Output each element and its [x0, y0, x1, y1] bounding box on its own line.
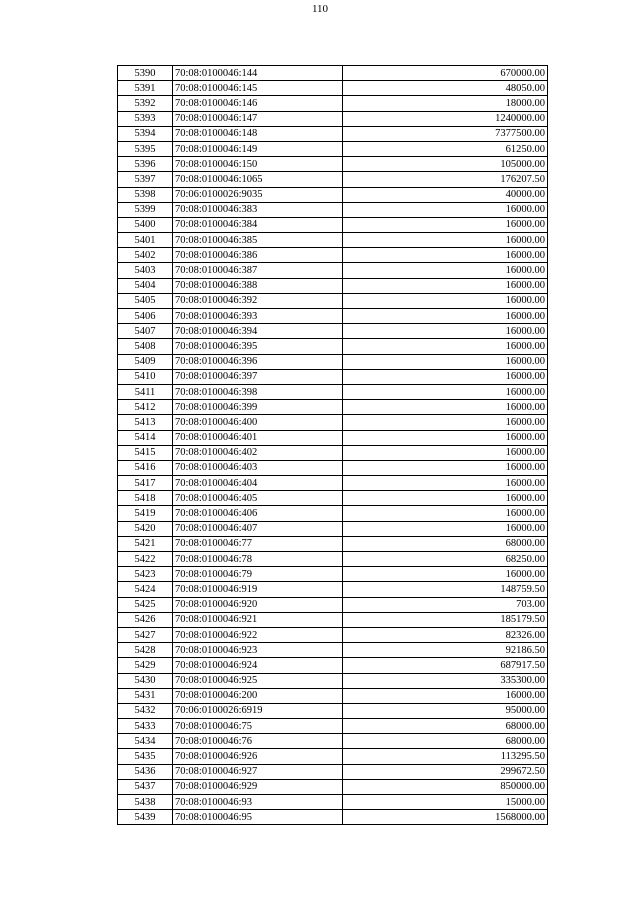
cadastral-number-cell: 70:08:0100046:392: [173, 293, 343, 308]
cadastral-number-cell: 70:08:0100046:399: [173, 400, 343, 415]
row-number-cell: 5394: [118, 126, 173, 141]
row-number-cell: 5429: [118, 658, 173, 673]
row-number-cell: 5431: [118, 688, 173, 703]
table-row: [118, 187, 548, 202]
row-number-cell: 5415: [118, 445, 173, 460]
row-number-cell: 5402: [118, 248, 173, 263]
row-number-cell: 5421: [118, 536, 173, 551]
table-row: [118, 233, 548, 248]
cadastral-number-cell: 70:08:0100046:384: [173, 217, 343, 232]
row-number-cell: 5396: [118, 157, 173, 172]
table-row: [118, 172, 548, 187]
value-cell: 148759.50: [343, 582, 548, 597]
table-row: [118, 734, 548, 749]
value-cell: 16000.00: [343, 506, 548, 521]
table-row: [118, 126, 548, 141]
row-number-cell: 5432: [118, 703, 173, 718]
cadastral-number-cell: 70:08:0100046:407: [173, 521, 343, 536]
value-cell: 16000.00: [343, 217, 548, 232]
value-cell: 16000.00: [343, 491, 548, 506]
table-row: [118, 491, 548, 506]
table-row: [118, 369, 548, 384]
value-cell: 16000.00: [343, 354, 548, 369]
table-row: [118, 567, 548, 582]
table-row: [118, 536, 548, 551]
row-number-cell: 5390: [118, 66, 173, 81]
table-row: [118, 521, 548, 536]
table-row: [118, 506, 548, 521]
row-number-cell: 5427: [118, 627, 173, 642]
table-row: [118, 354, 548, 369]
row-number-cell: 5391: [118, 81, 173, 96]
value-cell: 176207.50: [343, 172, 548, 187]
row-number-cell: 5395: [118, 141, 173, 156]
cadastral-number-cell: 70:08:0100046:920: [173, 597, 343, 612]
cadastral-number-cell: 70:08:0100046:149: [173, 141, 343, 156]
table-row: [118, 810, 548, 825]
row-number-cell: 5418: [118, 491, 173, 506]
row-number-cell: 5419: [118, 506, 173, 521]
cadastral-number-cell: 70:08:0100046:79: [173, 567, 343, 582]
value-cell: 16000.00: [343, 369, 548, 384]
cadastral-number-cell: 70:08:0100046:921: [173, 612, 343, 627]
cadastral-number-cell: 70:08:0100046:95: [173, 810, 343, 825]
row-number-cell: 5401: [118, 233, 173, 248]
table-row: [118, 141, 548, 156]
value-cell: 16000.00: [343, 460, 548, 475]
table-row: [118, 111, 548, 126]
value-cell: 68000.00: [343, 536, 548, 551]
row-number-cell: 5425: [118, 597, 173, 612]
row-number-cell: 5434: [118, 734, 173, 749]
row-number-cell: 5413: [118, 415, 173, 430]
table-row: [118, 339, 548, 354]
table-row: [118, 627, 548, 642]
cadastral-value-table: [117, 65, 548, 825]
cadastral-number-cell: 70:08:0100046:403: [173, 460, 343, 475]
cadastral-number-cell: 70:08:0100046:148: [173, 126, 343, 141]
cadastral-number-cell: 70:08:0100046:78: [173, 552, 343, 567]
value-cell: 48050.00: [343, 81, 548, 96]
row-number-cell: 5422: [118, 552, 173, 567]
table-row: [118, 476, 548, 491]
row-number-cell: 5438: [118, 795, 173, 810]
value-cell: 16000.00: [343, 521, 548, 536]
table-body: [118, 66, 548, 825]
value-cell: 687917.50: [343, 658, 548, 673]
row-number-cell: 5406: [118, 309, 173, 324]
row-number-cell: 5398: [118, 187, 173, 202]
cadastral-number-cell: 70:08:0100046:401: [173, 430, 343, 445]
row-number-cell: 5416: [118, 460, 173, 475]
value-cell: 185179.50: [343, 612, 548, 627]
row-number-cell: 5426: [118, 612, 173, 627]
table-row: [118, 66, 548, 81]
table-row: [118, 445, 548, 460]
table-row: [118, 688, 548, 703]
value-cell: 16000.00: [343, 324, 548, 339]
value-cell: 16000.00: [343, 248, 548, 263]
cadastral-number-cell: 70:08:0100046:200: [173, 688, 343, 703]
table-row: [118, 81, 548, 96]
value-cell: 1240000.00: [343, 111, 548, 126]
value-cell: 95000.00: [343, 703, 548, 718]
value-cell: 16000.00: [343, 202, 548, 217]
row-number-cell: 5397: [118, 172, 173, 187]
cadastral-number-cell: 70:06:0100026:6919: [173, 703, 343, 718]
cadastral-number-cell: 70:08:0100046:397: [173, 369, 343, 384]
table-row: [118, 460, 548, 475]
cadastral-number-cell: 70:08:0100046:922: [173, 627, 343, 642]
table-row: [118, 217, 548, 232]
value-cell: 1568000.00: [343, 810, 548, 825]
cadastral-number-cell: 70:08:0100046:396: [173, 354, 343, 369]
table-row: [118, 263, 548, 278]
table-row: [118, 552, 548, 567]
table-row: [118, 430, 548, 445]
table-row: [118, 779, 548, 794]
table-row: [118, 643, 548, 658]
value-cell: 16000.00: [343, 233, 548, 248]
table-row: [118, 278, 548, 293]
cadastral-number-cell: 70:08:0100046:927: [173, 764, 343, 779]
cadastral-number-cell: 70:08:0100046:925: [173, 673, 343, 688]
row-number-cell: 5399: [118, 202, 173, 217]
row-number-cell: 5392: [118, 96, 173, 111]
cadastral-number-cell: 70:08:0100046:395: [173, 339, 343, 354]
table-row: [118, 96, 548, 111]
table-row: [118, 248, 548, 263]
table-row: [118, 293, 548, 308]
value-cell: 92186.50: [343, 643, 548, 658]
cadastral-number-cell: 70:08:0100046:145: [173, 81, 343, 96]
row-number-cell: 5407: [118, 324, 173, 339]
table-row: [118, 309, 548, 324]
row-number-cell: 5433: [118, 719, 173, 734]
value-cell: 68000.00: [343, 719, 548, 734]
row-number-cell: 5404: [118, 278, 173, 293]
value-cell: 82326.00: [343, 627, 548, 642]
table-row: [118, 719, 548, 734]
value-cell: 16000.00: [343, 278, 548, 293]
table-row: [118, 749, 548, 764]
table-row: [118, 384, 548, 399]
cadastral-number-cell: 70:08:0100046:402: [173, 445, 343, 460]
cadastral-number-cell: 70:08:0100046:75: [173, 719, 343, 734]
row-number-cell: 5409: [118, 354, 173, 369]
value-cell: 68000.00: [343, 734, 548, 749]
cadastral-number-cell: 70:08:0100046:1065: [173, 172, 343, 187]
value-cell: 299672.50: [343, 764, 548, 779]
table-row: [118, 582, 548, 597]
row-number-cell: 5393: [118, 111, 173, 126]
row-number-cell: 5424: [118, 582, 173, 597]
cadastral-number-cell: 70:08:0100046:398: [173, 384, 343, 399]
cadastral-number-cell: 70:08:0100046:386: [173, 248, 343, 263]
row-number-cell: 5403: [118, 263, 173, 278]
row-number-cell: 5417: [118, 476, 173, 491]
value-cell: 670000.00: [343, 66, 548, 81]
value-cell: 15000.00: [343, 795, 548, 810]
table-row: [118, 415, 548, 430]
value-cell: 16000.00: [343, 430, 548, 445]
cadastral-number-cell: 70:08:0100046:394: [173, 324, 343, 339]
value-cell: 16000.00: [343, 384, 548, 399]
value-cell: 16000.00: [343, 445, 548, 460]
value-cell: 40000.00: [343, 187, 548, 202]
cadastral-number-cell: 70:08:0100046:924: [173, 658, 343, 673]
row-number-cell: 5437: [118, 779, 173, 794]
table-row: [118, 400, 548, 415]
cadastral-number-cell: 70:08:0100046:919: [173, 582, 343, 597]
row-number-cell: 5408: [118, 339, 173, 354]
value-cell: 16000.00: [343, 339, 548, 354]
cadastral-number-cell: 70:08:0100046:387: [173, 263, 343, 278]
value-cell: 16000.00: [343, 567, 548, 582]
table-row: [118, 324, 548, 339]
row-number-cell: 5411: [118, 384, 173, 399]
row-number-cell: 5439: [118, 810, 173, 825]
table-row: [118, 703, 548, 718]
row-number-cell: 5423: [118, 567, 173, 582]
page-number: 110: [311, 3, 329, 15]
value-cell: 16000.00: [343, 293, 548, 308]
value-cell: 16000.00: [343, 263, 548, 278]
cadastral-number-cell: 70:08:0100046:147: [173, 111, 343, 126]
value-cell: 16000.00: [343, 476, 548, 491]
cadastral-number-cell: 70:08:0100046:400: [173, 415, 343, 430]
cadastral-number-cell: 70:08:0100046:385: [173, 233, 343, 248]
table-row: [118, 597, 548, 612]
cadastral-number-cell: 70:08:0100046:926: [173, 749, 343, 764]
value-cell: 16000.00: [343, 415, 548, 430]
table-row: [118, 658, 548, 673]
row-number-cell: 5414: [118, 430, 173, 445]
table-row: [118, 795, 548, 810]
cadastral-number-cell: 70:08:0100046:405: [173, 491, 343, 506]
table-row: [118, 612, 548, 627]
row-number-cell: 5430: [118, 673, 173, 688]
value-cell: 7377500.00: [343, 126, 548, 141]
cadastral-number-cell: 70:08:0100046:77: [173, 536, 343, 551]
cadastral-number-cell: 70:08:0100046:76: [173, 734, 343, 749]
table-row: [118, 202, 548, 217]
cadastral-number-cell: 70:08:0100046:406: [173, 506, 343, 521]
value-cell: 703.00: [343, 597, 548, 612]
row-number-cell: 5420: [118, 521, 173, 536]
cadastral-number-cell: 70:08:0100046:388: [173, 278, 343, 293]
row-number-cell: 5428: [118, 643, 173, 658]
row-number-cell: 5410: [118, 369, 173, 384]
value-cell: 16000.00: [343, 309, 548, 324]
value-cell: 16000.00: [343, 688, 548, 703]
value-cell: 61250.00: [343, 141, 548, 156]
cadastral-number-cell: 70:08:0100046:923: [173, 643, 343, 658]
table-row: [118, 673, 548, 688]
value-cell: 335300.00: [343, 673, 548, 688]
cadastral-number-cell: 70:08:0100046:146: [173, 96, 343, 111]
value-cell: 105000.00: [343, 157, 548, 172]
cadastral-number-cell: 70:08:0100046:404: [173, 476, 343, 491]
value-cell: 850000.00: [343, 779, 548, 794]
value-cell: 18000.00: [343, 96, 548, 111]
value-cell: 113295.50: [343, 749, 548, 764]
row-number-cell: 5405: [118, 293, 173, 308]
cadastral-number-cell: 70:08:0100046:150: [173, 157, 343, 172]
row-number-cell: 5412: [118, 400, 173, 415]
table-row: [118, 157, 548, 172]
cadastral-number-cell: 70:08:0100046:393: [173, 309, 343, 324]
value-cell: 68250.00: [343, 552, 548, 567]
row-number-cell: 5400: [118, 217, 173, 232]
cadastral-number-cell: 70:08:0100046:144: [173, 66, 343, 81]
row-number-cell: 5436: [118, 764, 173, 779]
table-row: [118, 764, 548, 779]
value-cell: 16000.00: [343, 400, 548, 415]
cadastral-number-cell: 70:08:0100046:929: [173, 779, 343, 794]
cadastral-number-cell: 70:08:0100046:383: [173, 202, 343, 217]
row-number-cell: 5435: [118, 749, 173, 764]
cadastral-number-cell: 70:08:0100046:93: [173, 795, 343, 810]
cadastral-number-cell: 70:06:0100026:9035: [173, 187, 343, 202]
